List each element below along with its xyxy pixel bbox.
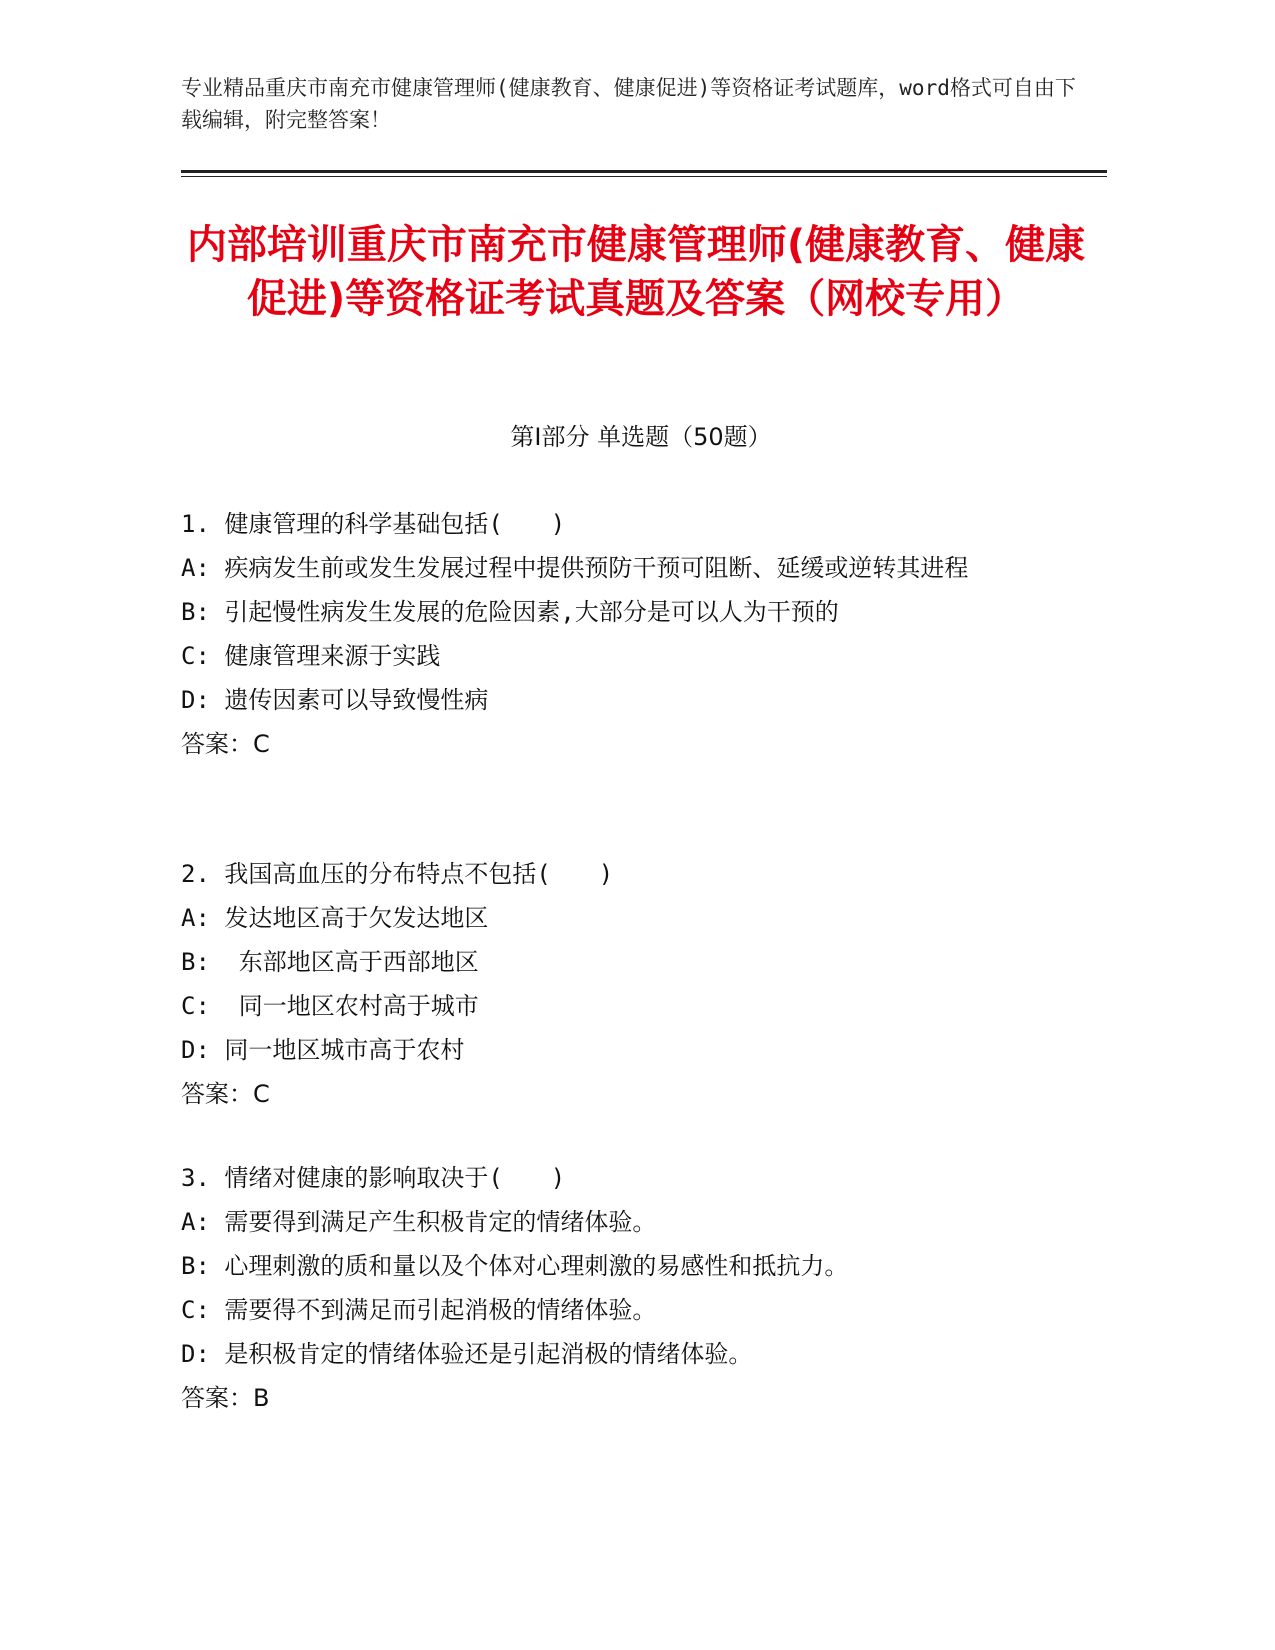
- document-title: 内部培训重庆市南充市健康管理师(健康教育、健康促进)等资格证考试真题及答案（网校专用）: [186, 222, 1086, 322]
- option-d: D: 同一地区城市高于农村: [181, 1036, 465, 1064]
- option-b: B: 引起慢性病发生发展的危险因素,大部分是可以人为干预的: [181, 598, 839, 626]
- option-a: A: 需要得到满足产生积极肯定的情绪体验。: [181, 1208, 657, 1236]
- answer: 答案：C: [181, 730, 270, 758]
- question-stem: 2. 我国高血压的分布特点不包括( ): [181, 860, 614, 888]
- section-title: 第Ⅰ部分 单选题（50题）: [510, 423, 772, 451]
- header-note: 专业精品重庆市南充市健康管理师(健康教育、健康促进)等资格证考试题库，word格式可自由下载编辑，附完整答案！: [181, 76, 1076, 132]
- option-d: D: 是积极肯定的情绪体验还是引起消极的情绪体验。: [181, 1340, 753, 1368]
- answer: 答案：B: [181, 1384, 270, 1412]
- option-d: D: 遗传因素可以导致慢性病: [181, 686, 489, 714]
- question-3: [181, 1156, 1041, 1420]
- option-b: B: 心理刺激的质和量以及个体对心理刺激的易感性和抵抗力。: [181, 1252, 849, 1280]
- header-rule-thick: [181, 170, 1107, 173]
- option-c: C: 健康管理来源于实践: [181, 642, 441, 670]
- option-a: A: 疾病发生前或发生发展过程中提供预防干预可阻断、延缓或逆转其进程: [181, 554, 969, 582]
- question-stem: 1. 健康管理的科学基础包括( ): [181, 510, 566, 538]
- question-2: [181, 852, 1041, 1116]
- header-rule-thin: [181, 176, 1107, 177]
- option-b: B: 东部地区高于西部地区: [181, 948, 479, 976]
- answer: 答案：C: [181, 1080, 270, 1108]
- option-a: A: 发达地区高于欠发达地区: [181, 904, 489, 932]
- question-1: [181, 502, 1041, 766]
- option-c: C: 需要得不到满足而引起消极的情绪体验。: [181, 1296, 657, 1324]
- question-stem: 3. 情绪对健康的影响取决于( ): [181, 1164, 566, 1192]
- option-c: C: 同一地区农村高于城市: [181, 992, 479, 1020]
